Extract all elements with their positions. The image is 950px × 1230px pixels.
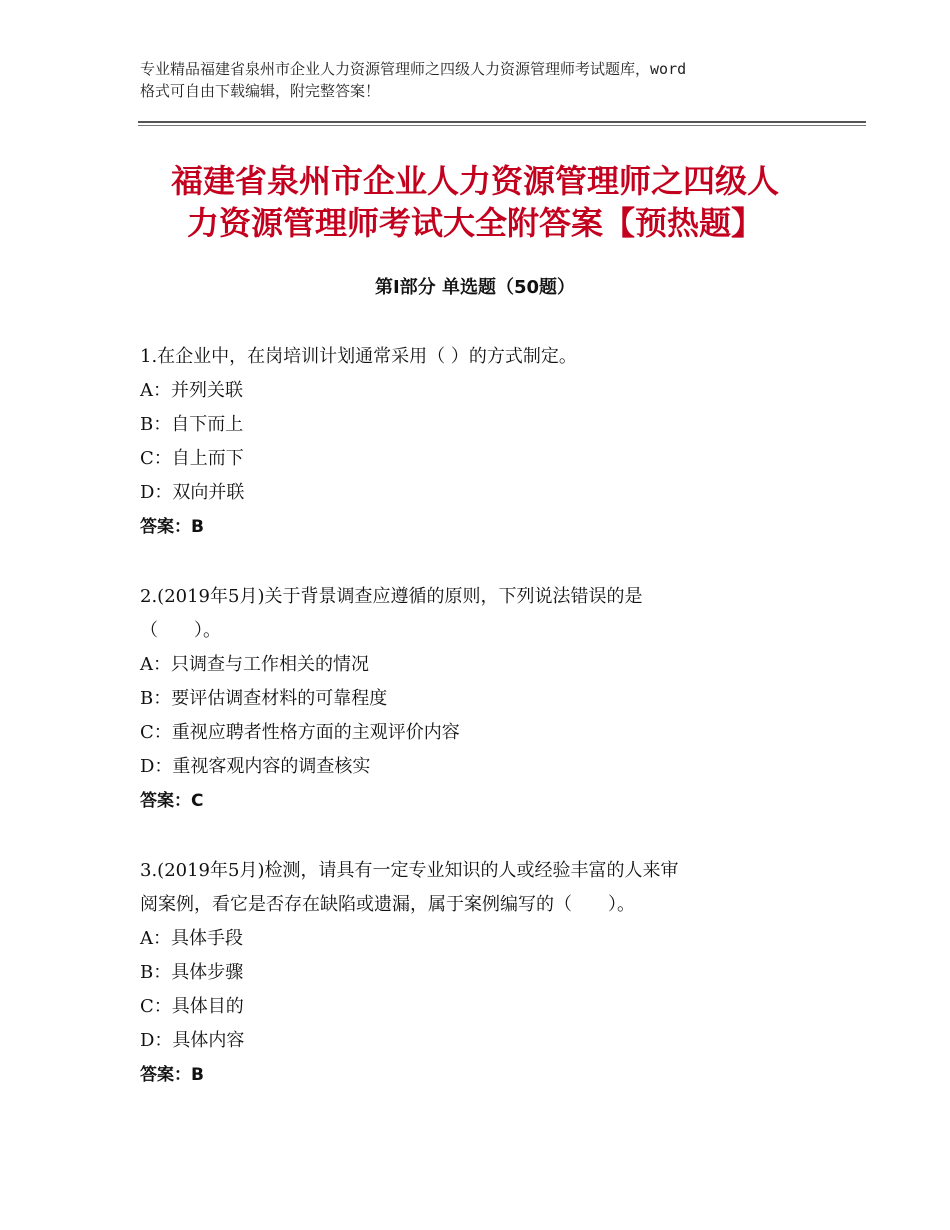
answer: 答案：B <box>140 517 204 537</box>
header-line-1: 专业精品福建省泉州市企业人力资源管理师之四级人力资源管理师考试题库，word <box>140 60 687 78</box>
question-3 <box>140 854 840 1092</box>
option-c: C：重视应聘者性格方面的主观评价内容 <box>140 722 460 743</box>
section-heading: 第Ⅰ部分 单选题（50题） <box>374 277 575 298</box>
page-header <box>140 58 820 102</box>
option-b: B：具体步骤 <box>140 962 244 983</box>
option-a: A：具体手段 <box>140 928 243 949</box>
title-line-1: 福建省泉州市企业人力资源管理师之四级人 <box>170 162 779 200</box>
option-b: B：要评估调查材料的可靠程度 <box>140 688 388 709</box>
option-c: C：自上而下 <box>140 448 244 469</box>
answer: 答案：C <box>140 791 204 811</box>
option-d: D：重视客观内容的调查核实 <box>140 756 371 777</box>
question-stem-line-2: 阅案例，看它是否存在缺陷或遗漏，属于案例编写的（ ）。 <box>140 894 635 915</box>
document-title <box>100 160 850 244</box>
header-divider-thick <box>138 121 866 123</box>
header-divider-thin <box>138 125 866 126</box>
question-stem-line-1: 2.(2019年5月)关于背景调查应遵循的原则，下列说法错误的是 <box>140 586 643 607</box>
question-2 <box>140 580 840 818</box>
option-b: B：自下而上 <box>140 414 244 435</box>
option-a: A：并列关联 <box>140 380 243 401</box>
option-a: A：只调查与工作相关的情况 <box>140 654 369 675</box>
option-d: D：双向并联 <box>140 482 245 503</box>
question-stem: 1.在企业中，在岗培训计划通常采用（ ）的方式制定。 <box>140 346 577 367</box>
question-stem-line-1: 3.(2019年5月)检测，请具有一定专业知识的人或经验丰富的人来审 <box>140 860 679 881</box>
answer: 答案：B <box>140 1065 204 1085</box>
question-1 <box>140 340 840 544</box>
title-line-2: 力资源管理师考试大全附答案【预热题】 <box>186 204 763 242</box>
option-c: C：具体目的 <box>140 996 244 1017</box>
header-line-2: 格式可自由下载编辑，附完整答案！ <box>140 82 381 100</box>
question-stem-line-2: （ ）。 <box>140 620 221 641</box>
option-d: D：具体内容 <box>140 1030 245 1051</box>
